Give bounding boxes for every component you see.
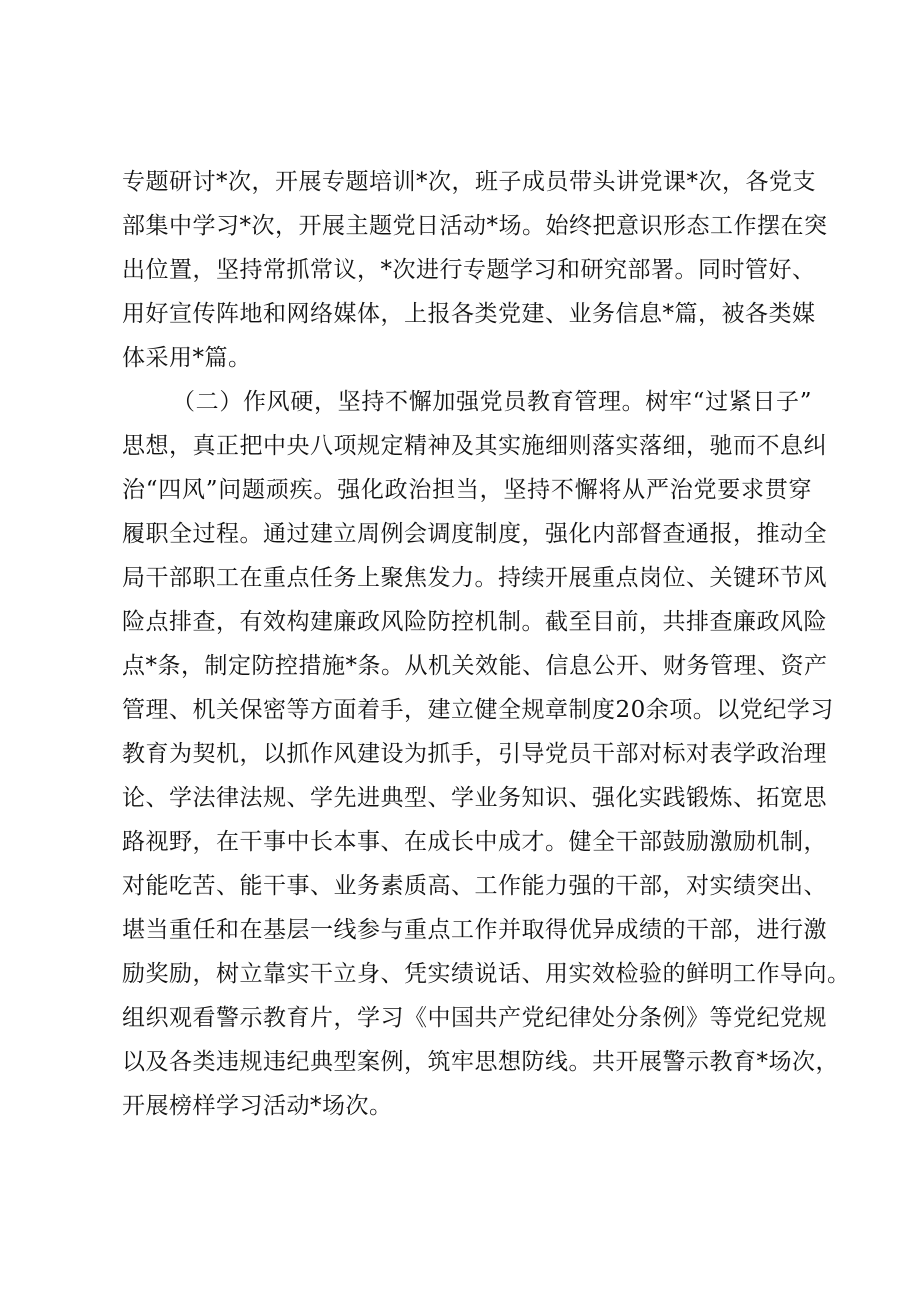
text-line: 部集中学习*次，开展主题党日活动*场。始终把意识形态工作摆在突 [122, 213, 828, 239]
text-line: 体采用*篇。 [122, 345, 252, 371]
text-line: 励奖励，树立靠实干立身、凭实绩说话、用实效检验的鲜明工作导向。 [122, 961, 851, 987]
text-line: 出位置，坚持常抓常议，*次进行专题学习和研究部署。同时管好、 [122, 257, 816, 283]
section-heading-line: （二）作风硬，坚持不懈加强党员教育管理。树牢“过紧日子” [172, 389, 812, 415]
text-line: 开展榜样学习活动*场次。 [122, 1093, 393, 1119]
text-line: 履职全过程。通过建立周例会调度制度，强化内部督查通报，推动全 [122, 521, 827, 547]
text-line: 用好宣传阵地和网络媒体，上报各类党建、业务信息*篇，被各类媒 [122, 301, 816, 327]
text-line: 路视野，在干事中长本事、在成长中成才。健全干部鼓励激励机制， [122, 829, 827, 855]
text-line: 管理、机关保密等方面着手，建立健全规章制度20余项。以党纪学习 [122, 697, 834, 723]
text-line: 组织观看警示教育片，学习《中国共产党纪律处分条例》等党纪党规 [122, 1005, 827, 1031]
text-line: 论、学法律法规、学先进典型、学业务知识、强化实践锻炼、拓宽思 [122, 785, 827, 811]
text-line: 点*条，制定防控措施*条。从机关效能、信息公开、财务管理、资产 [122, 653, 828, 679]
text-line: 局干部职工在重点任务上聚焦发力。持续开展重点岗位、关键环节风 [122, 565, 827, 591]
text-line: 堪当重任和在基层一线参与重点工作并取得优异成绩的干部，进行激 [122, 917, 827, 943]
text-line: 险点排查，有效构建廉政风险防控机制。截至目前，共排查廉政风险 [122, 609, 827, 635]
text-line: 治“四风”问题顽疾。强化政治担当，坚持不懈将从严治党要求贯穿 [122, 477, 812, 503]
text-line: 以及各类违规违纪典型案例，筑牢思想防线。共开展警示教育*场次， [122, 1049, 839, 1075]
text-line: 对能吃苦、能干事、业务素质高、工作能力强的干部，对实绩突出、 [122, 873, 827, 899]
text-line: 专题研讨*次，开展专题培训*次，班子成员带头讲党课*次，各党支 [122, 169, 816, 195]
text-line: 教育为契机，以抓作风建设为抓手，引导党员干部对标对表学政治理 [122, 741, 827, 767]
text-line: 思想，真正把中央八项规定精神及其实施细则落实落细，驰而不息纠 [122, 433, 827, 459]
